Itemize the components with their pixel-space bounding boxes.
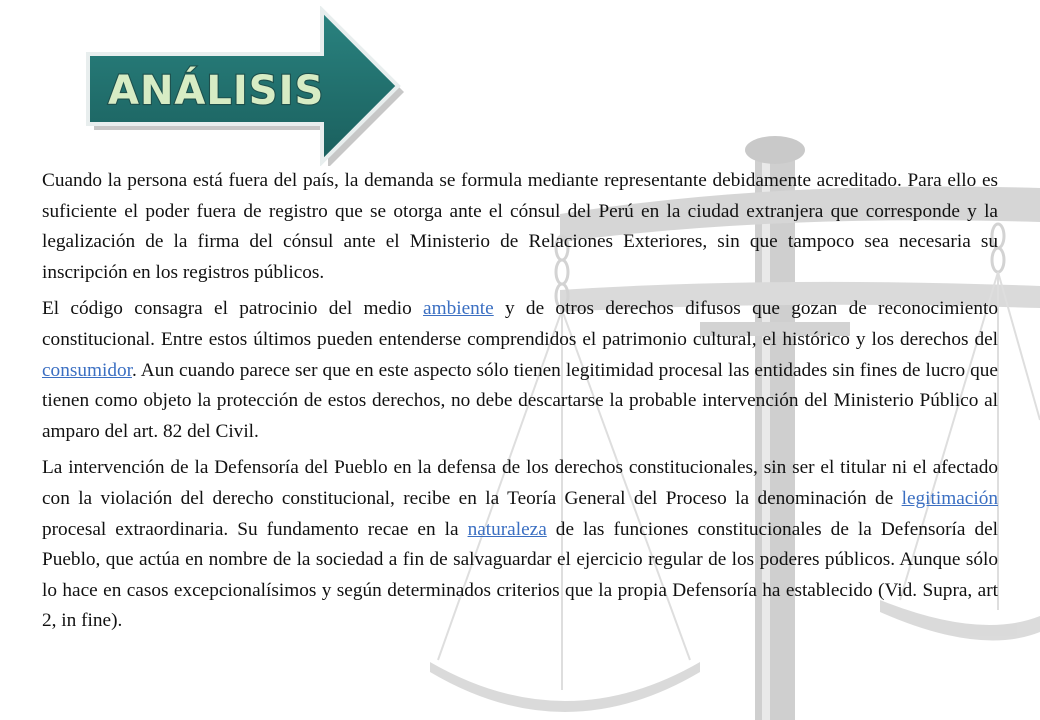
paragraph-text: procesal extraordinaria. Su fundamento recae en la bbox=[42, 518, 468, 540]
paragraph-text: La intervención de la Defensoría del Pueblo en la defensa de los derechos constitucionales, sin ser el titular ni el afectado con la violación del derecho constitucional, recibe en la Teoría General del Proceso la denominación de bbox=[42, 457, 998, 509]
paragraph-3 bbox=[42, 453, 998, 637]
paragraph-text: . Aun cuando parece ser que en este aspecto sólo tienen legitimidad procesal las entidades sin fines de lucro que tienen como objeto la protección de estos derechos, no debe descartarse la probable intervención del Ministerio Público al amparo del art. 82 del Civil. bbox=[42, 359, 998, 442]
link-naturaleza[interactable]: naturaleza bbox=[467, 518, 547, 540]
link-ambiente[interactable]: ambiente bbox=[423, 298, 494, 320]
page-title: ANÁLISIS bbox=[108, 68, 325, 114]
paragraph-text: Cuando la persona está fuera del país, la demanda se formula mediante representante debidamente acreditado. Para ello es suficiente el poder fuera de registro que se otorga ante el cónsul del Perú en la ciudad extranjera que corresponde y la legalización de la firma del cónsul ante el Ministerio de Relaciones Exteriores, sin que tampoco sea necesaria su inscripción en los registros públicos. bbox=[42, 170, 998, 283]
link-legitimacion[interactable]: legitimación bbox=[901, 487, 998, 509]
paragraph-2 bbox=[42, 294, 998, 447]
paragraph-text: y de otros derechos difusos que gozan de reconocimiento constitucional. Entre estos últimos pueden entenderse comprendidos el patrimonio cultural, el histórico y los derechos del bbox=[42, 298, 998, 350]
paragraph-1 bbox=[42, 166, 998, 288]
paragraph-text: El código consagra el patrocinio del medio bbox=[42, 298, 424, 320]
scale-knob bbox=[745, 136, 805, 164]
document-body bbox=[42, 166, 998, 643]
paragraph-text: de las funciones constitucionales de la Defensoría del Pueblo, que actúa en nombre de la sociedad a fin de salvaguardar el ejercicio regular de los poderes públicos. Aunque sólo lo hace en casos excepcionalísimos y según determinados criterios que la propia Defensoría ha establecido (Vid. Supra, art 2, in fine). bbox=[42, 518, 998, 632]
arrow-right-icon bbox=[82, 6, 412, 166]
link-consumidor[interactable]: consumidor bbox=[42, 359, 132, 381]
scale-pan-left bbox=[430, 662, 700, 712]
